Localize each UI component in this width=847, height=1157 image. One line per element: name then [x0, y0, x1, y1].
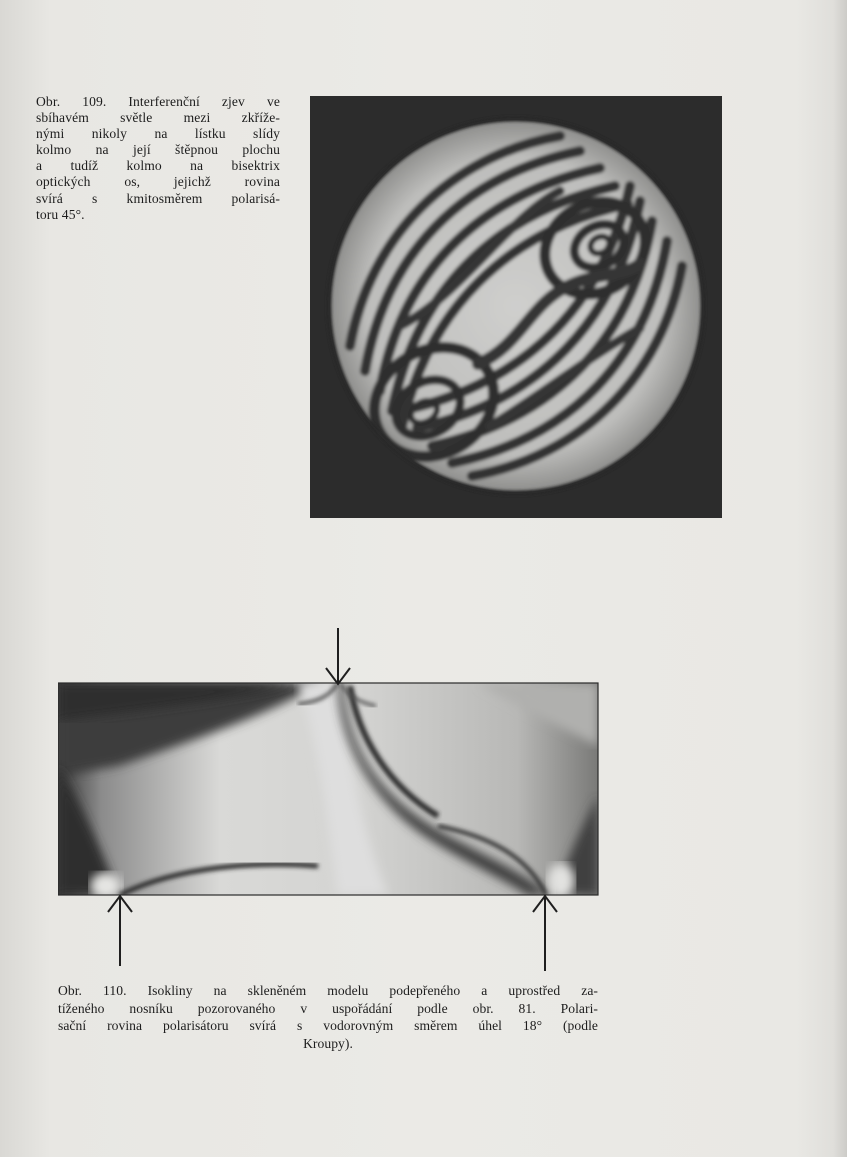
figure-109-fringes: [330, 120, 702, 492]
figure-109-svg: [310, 96, 722, 518]
figure-109-caption-line-7: svírá s kmitosměrem polarisá-: [36, 190, 280, 206]
figure-109-caption-line-4: kolmo na její štěpnou plochu: [36, 142, 280, 158]
figure-109-caption: [36, 94, 280, 223]
figure-110-svg: [58, 626, 602, 972]
figure-110-left-support-arrow: [108, 896, 132, 966]
figure-110-caption: [58, 982, 598, 1052]
figure-110-caption-line-2: tíženého nosníku pozorovaného v uspořádání podle obr. 81. Polari-: [58, 1000, 598, 1016]
figure-109-caption-line-1: Obr. 109. Interferenční zjev ve: [36, 94, 280, 109]
figure-110-caption-line-4: Kroupy).: [303, 1035, 353, 1051]
figure-109-caption-label: Obr. 109.: [36, 94, 107, 109]
figure-110-caption-line-1: Obr. 110. Isokliny na skleněném modelu podepřeného a uprostřed za-: [58, 983, 598, 998]
figure-110-isoclines-photo: [58, 626, 602, 972]
figure-109-caption-line-8: toru 45°.: [36, 206, 85, 222]
figure-109-caption-line-5: a tudíž kolmo na bisektrix: [36, 158, 280, 174]
figure-109-interference-photo: [310, 96, 722, 518]
figure-110-load-arrow: [326, 628, 350, 684]
figure-109-caption-line-2: sbíhavém světle mezi zkříže-: [36, 110, 280, 126]
figure-110-beam: [58, 683, 598, 900]
page-edge-shadow: [833, 0, 847, 1157]
figure-110-right-support-arrow: [533, 896, 557, 971]
figure-109-caption-line-6: optických os, jejichž rovina: [36, 174, 280, 190]
figure-109-caption-line-3: nými nikoly na lístku slídy: [36, 126, 280, 142]
figure-110-caption-line-3: sační rovina polarisátoru svírá s vodorovným směrem úhel 18° (podle: [58, 1018, 598, 1033]
